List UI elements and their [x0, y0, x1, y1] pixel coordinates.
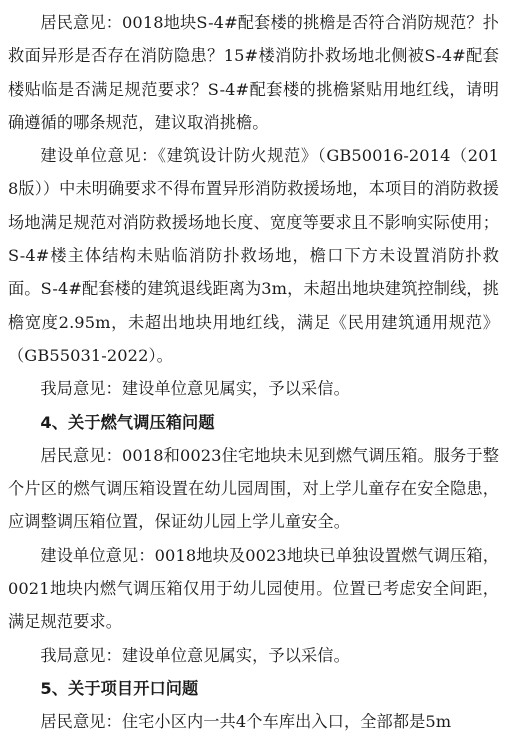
paragraph-developer-opinion-gas: 建设单位意见：0018地块及0023地块已单独设置燃气调压箱，0021地块内燃气调压箱仅用于幼儿园使用。位置已考虑安全间距，满足规范要求。 — [8, 545, 499, 632]
section-heading-gas-regulator: 4、关于燃气调压箱问题 — [40, 412, 215, 432]
paragraph-bureau-opinion-s4: 我局意见：建设单位意见属实，予以采信。 — [40, 379, 350, 399]
paragraph-bureau-opinion-gas: 我局意见：建设单位意见属实，予以采信。 — [40, 645, 350, 665]
paragraph-resident-opinion-gas: 居民意见：0018和0023住宅地块未见到燃气调压箱。服务于整个片区的燃气调压箱设置在幼儿园周围，对上学儿童存在安全隐患，应调整调压箱位置，保证幼儿园上学儿童安全。 — [8, 445, 499, 532]
paragraph-resident-opinion-entrance: 居民意见：住宅小区内一共4个车库出入口，全部都是5m — [40, 712, 452, 732]
section-heading-project-entrance: 5、关于项目开口问题 — [40, 678, 199, 698]
paragraph-resident-opinion-s4: 居民意见：0018地块S-4#配套楼的挑檐是否符合消防规范？扑救面异形是否存在消防隐患？15#楼消防扑救场地北侧被S-4#配套楼贴临是否满足规范要求？S-4#配套楼的挑檐紧贴用地红线，请明确遵循的哪条规范，建议取消挑檐。 — [8, 13, 499, 132]
paragraph-developer-opinion-s4: 建设单位意见：《建筑设计防火规范》（GB50016-2014（2018版））中未明确要求不得布置异形消防救援场地，本项目的消防救援场地满足规范对消防救援场地长度、宽度等要求且不影响实际使用；S-4#楼主体结构未贴临消防扑救场地，檐口下方未设置消防扑救面。S-4#配套楼的建筑退线距离为3m，未超出地块建筑控制线，挑檐宽度2.95m，未超出地块用地红线，满足《民用建筑通用规范》（GB55031-2022）。 — [8, 146, 499, 365]
